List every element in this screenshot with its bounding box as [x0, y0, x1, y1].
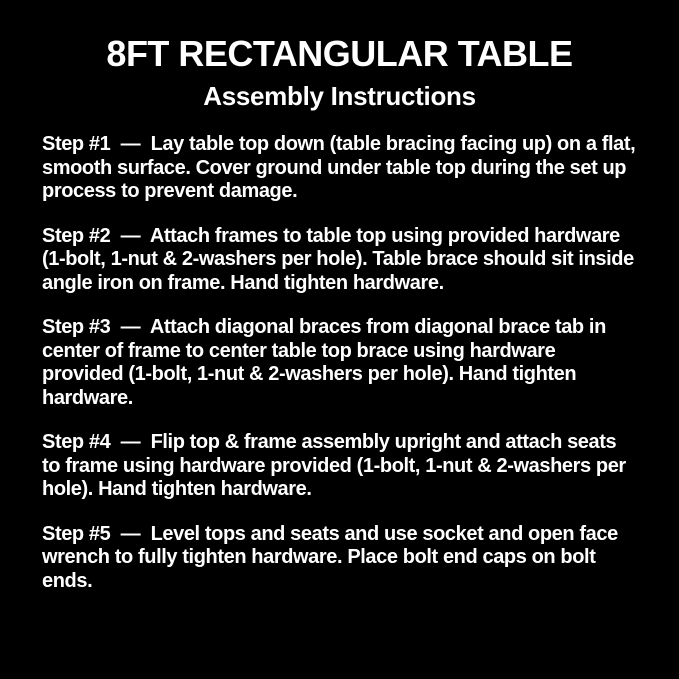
step-2-paragraph: Step #2 — Attach frames to table top using provided hardware (1-bolt, 1-nut & 2-washers per hole). Table brace should sit inside angle iron on frame. Hand tighten hardware.: [42, 224, 639, 294]
page-title: 8FT RECTANGULAR TABLE: [106, 33, 573, 74]
page-subtitle: Assembly Instructions: [203, 81, 476, 111]
step-4-paragraph: Step #4 — Flip top & frame assembly upright and attach seats to frame using hardware provided (1-bolt, 1-nut & 2-washers per hole). Hand tighten hardware.: [42, 431, 631, 500]
step-5-paragraph: Step #5 — Level tops and seats and use socket and open face wrench to fully tighten hardware. Place bolt end caps on bolt ends.: [42, 522, 623, 592]
poster-header: [0, 33, 679, 111]
steps-list: [0, 133, 679, 593]
step-1-paragraph: Step #1 — Lay table top down (table bracing facing up) on a flat, smooth surface. Cover ground under table top during the set up process to prevent damage.: [42, 133, 641, 202]
step-3-paragraph: Step #3 — Attach diagonal braces from diagonal brace tab in center of frame to center table top brace using hardware provided (1-bolt, 1-nut & 2-washers per hole). Hand tighten hardware.: [42, 316, 612, 409]
